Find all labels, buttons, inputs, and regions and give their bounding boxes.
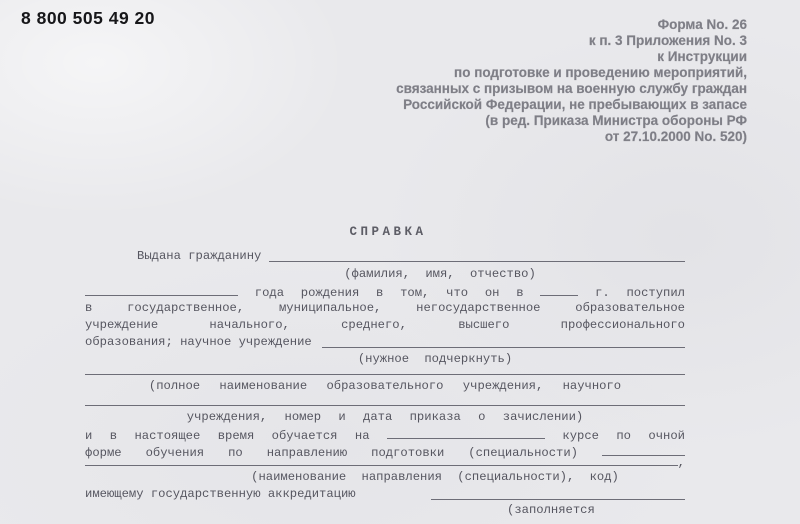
line-birth-year <box>85 284 685 299</box>
specialty-name-blank-underline <box>85 457 678 466</box>
header-line-preparation: по подготовке и проведению мероприятий, <box>454 65 747 80</box>
specialty-blank-underline <box>602 444 685 456</box>
header-line-form-number: Форма No. 26 <box>657 17 747 32</box>
current-study-text: и в настоящее время обучается на <box>85 429 370 443</box>
phone-number: 8 800 505 49 20 <box>21 8 156 28</box>
scientific-institution-text: образования; научное учреждение <box>85 335 312 349</box>
caption-filled-in: (заполняется <box>507 503 595 517</box>
name-blank-underline <box>269 249 685 262</box>
institution-name-blank-line-1 <box>85 366 685 375</box>
caption-underline-needed: (нужное подчеркнуть) <box>357 352 513 366</box>
paragraph-indent <box>85 249 137 264</box>
institution-name-blank-line-2 <box>85 397 685 406</box>
caption-institution-name-2: учреждения, номер и дата приказа о зачислении) <box>186 410 584 424</box>
caption-institution-name-1: (полное наименование образовательного учреждения, научного <box>148 379 622 393</box>
line-institution-types-1: в государственное, муниципальное, негосударственное образовательное <box>85 301 685 315</box>
line-scientific-institution <box>85 335 685 350</box>
caption-full-name: (фамилия, имя, отчество) <box>344 267 536 281</box>
trailing-comma: , <box>677 456 685 470</box>
course-blank-underline <box>387 427 545 439</box>
header-line-federation: Российской Федерации, не пребывающих в запасе <box>403 97 747 112</box>
entered-text: г. поступил <box>595 286 685 300</box>
line-institution-types-2: учреждение начального, среднего, высшего профессионального <box>85 318 685 332</box>
line-accreditation <box>85 487 685 502</box>
header-line-conscription: связанных с призывом на военную службу граждан <box>396 81 747 96</box>
institution-blank-underline <box>322 335 685 348</box>
line-issued-to <box>85 249 685 264</box>
issued-to-text: Выдана гражданину <box>137 249 262 263</box>
birth-year-blank-underline <box>85 284 238 296</box>
header-line-edict-date: от 27.10.2000 No. 520) <box>604 129 747 144</box>
header-line-instruction: к Инструкции <box>657 49 747 64</box>
header-line-edict: (в ред. Приказа Министра обороны РФ <box>485 113 747 128</box>
accreditation-text: имеющему государственную аккредитацию <box>85 487 356 501</box>
study-form-text: форме обучения по направлению подготовки (специальности) <box>85 446 578 460</box>
birth-year-text: года рождения в том, что он в <box>254 286 524 300</box>
form-reference-header <box>327 17 747 145</box>
accreditation-blank-underline <box>431 487 685 500</box>
header-line-appendix: к п. 3 Приложения No. 3 <box>588 33 747 48</box>
form-title: СПРАВКА <box>349 225 427 239</box>
entry-year-blank-underline <box>540 284 578 296</box>
course-text: курсе по очной <box>562 429 685 443</box>
line-current-study <box>85 427 685 442</box>
caption-specialty-code: (наименование направления (специальности), код) <box>251 470 619 484</box>
